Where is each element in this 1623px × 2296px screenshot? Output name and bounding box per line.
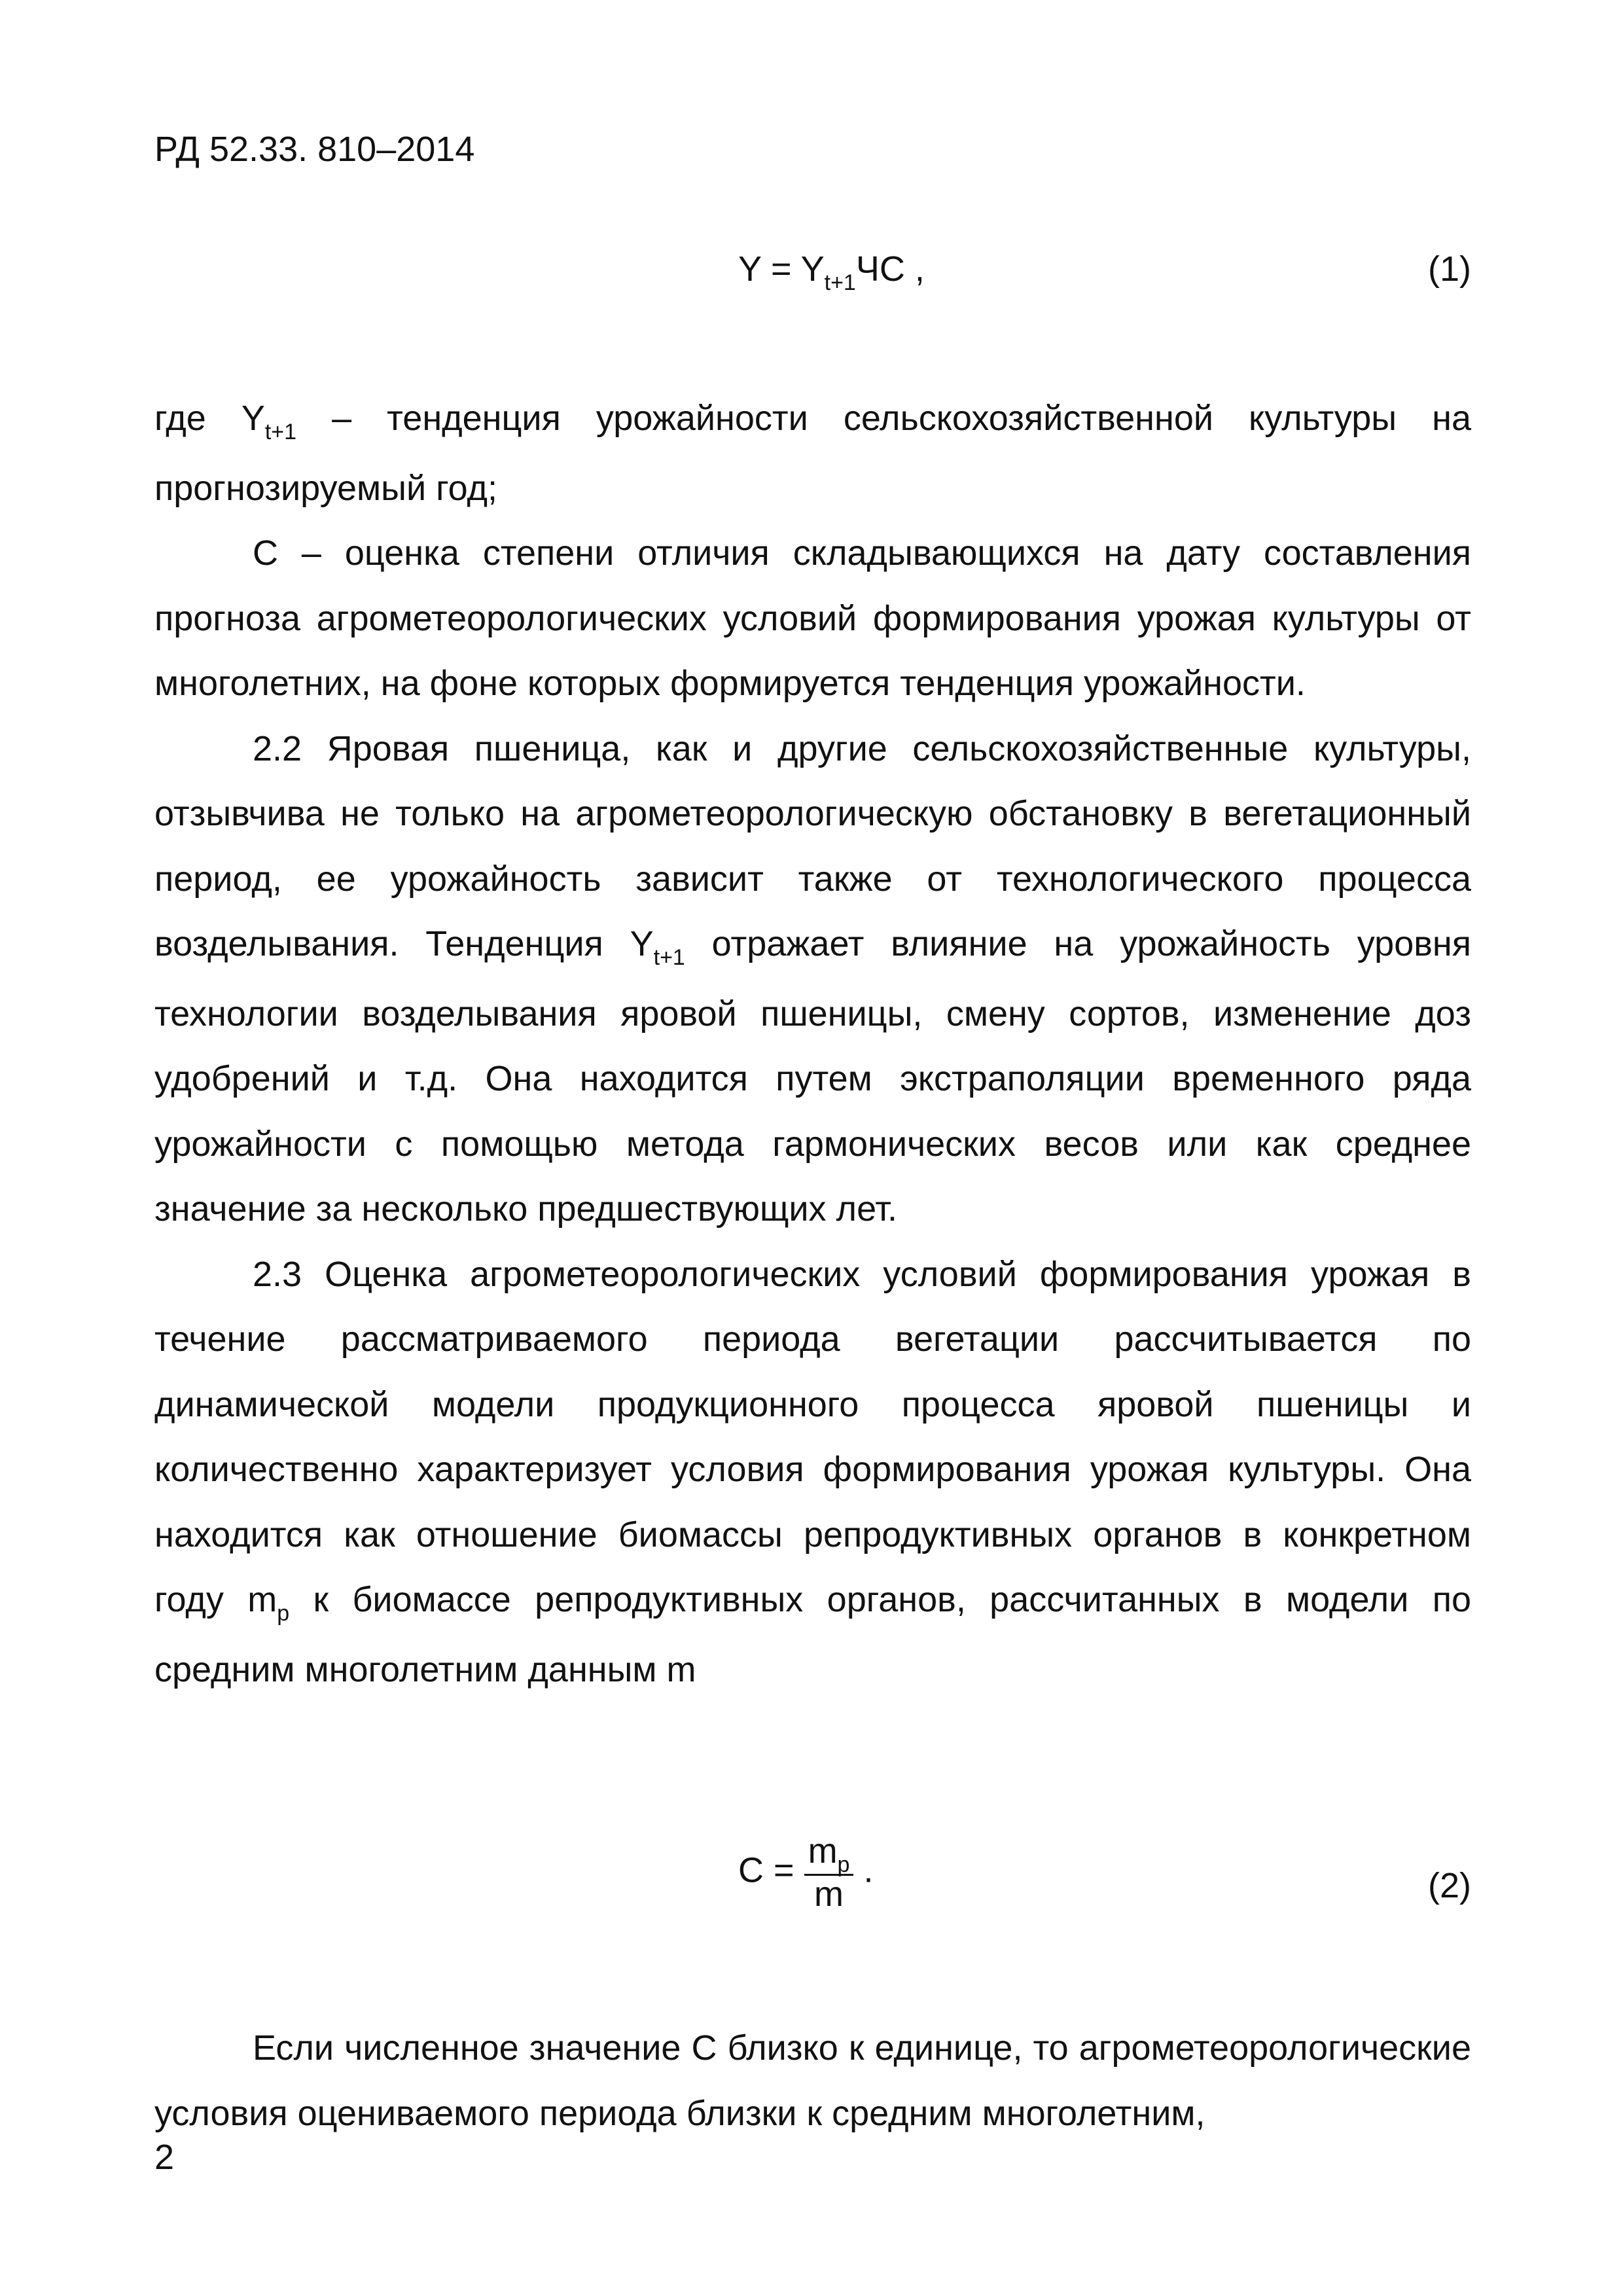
c-definition-paragraph: С – оценка степени отличия складывающихся на дату составления прогноза агрометеорологических условий формирования урожая культуры от многолетних, на фоне которых формируется тенденция урожайности. [154,533,1471,703]
page-number: 2 [154,2138,175,2177]
equation-2: С = $\frac{m_р}{m}$ . [738,1831,874,1914]
closing-paragraph: Если численное значение С близко к единице, то агрометеорологические условия оцениваемого периода близки к средним многолетним, [154,2028,1471,2133]
document-code: РД 52.33. 810–2014 [154,130,475,169]
equation-2-number: (2) [1428,1866,1471,1905]
section-2-3-paragraph: 2.3 Оценка агрометеорологических условий формирования урожая в течение рассматриваемого периода вегетации рассчитывается по динамической модели продукционного процесса яровой пшеницы и количественно характеризует условия формирования урожая культуры. Она находится как отношение биомассы репродуктивных органов в конкретном году $m_р$ к биомассе репродуктивных органов, рассчитанных в модели по средним многолетним данным m [154,1254,1471,1689]
where-paragraph: где $Y_{t+1}$ – тенденция урожайности сельскохозяйственной культуры на прогнозируемый год; [154,399,1471,508]
equation-1-number: (1) [1428,249,1471,289]
section-2-2-paragraph: 2.2 Яровая пшеница, как и другие сельскохозяйственные культуры, отзывчива не только на агрометеорологическую обстановку в вегетационный период, ее урожайность зависит также от технологического процесса возделывания. Тенденция $Y_{t+1}$ отражает влияние на урожайность уровня технологии возделывания яровой пшеницы, смену сортов, изменение доз удобрений и т.д. Она находится путем экстраполяции временного ряда урожайности с помощью метода гармонических весов или как среднее значение за несколько предшествующих лет. [154,728,1471,1229]
body-text-lower [154,2016,1471,2146]
fraction: $\frac{m_р}{m}$ [804,1833,854,1912]
body-text-upper [154,386,1471,1702]
equation-1: $Y = Y_{t+1}ЧС$ , [738,249,925,295]
